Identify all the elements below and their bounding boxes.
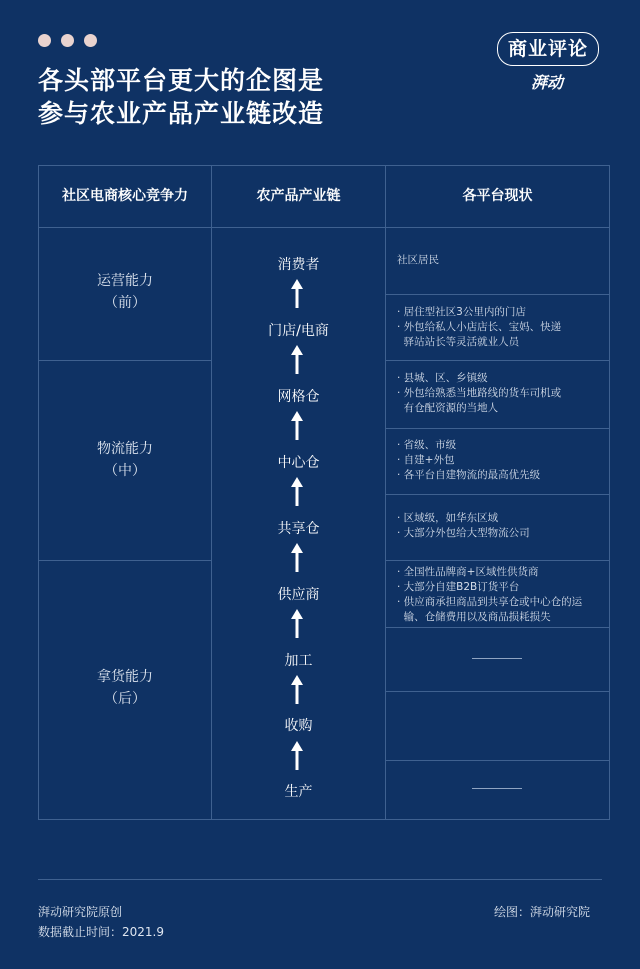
logo-sub: 湃动 [531, 73, 564, 92]
capability-name: 拿货能力 [97, 669, 153, 685]
chain-node-supplier: 供应商 [277, 587, 320, 603]
footer-date: 数据截止时间：2021.9 [38, 925, 164, 939]
empty-cell-dash [472, 788, 522, 789]
title-line-1: 各头部平台更大的企图是 [38, 66, 325, 95]
status-line: · 外包给熟悉当地路线的货车司机或 [397, 387, 562, 399]
status-line: 输、仓储费用以及商品损耗损失 [397, 611, 551, 623]
arrow-up-icon [291, 477, 303, 507]
arrow-up-icon [291, 411, 303, 441]
capability-name: 物流能力 [97, 441, 153, 457]
status-line: · 省级、市级 [397, 439, 457, 451]
capability-phase: （后） [104, 691, 146, 707]
row-divider [385, 360, 609, 361]
arrow-up-icon [291, 741, 303, 771]
status-line: · 外包给私人小店店长、宝妈、快递 [397, 321, 562, 333]
row-divider [385, 627, 609, 628]
row-divider [39, 360, 211, 361]
status-line: · 县城、区、乡镇级 [397, 372, 488, 384]
page-title [38, 64, 478, 130]
row-divider [385, 294, 609, 295]
dot [38, 34, 51, 47]
row-divider [39, 560, 211, 561]
row-divider [385, 560, 609, 561]
dot [61, 34, 74, 47]
status-line: 驿站站长等灵活就业人员 [397, 336, 520, 348]
row-divider [385, 428, 609, 429]
capability-name: 运营能力 [97, 273, 153, 289]
status-supplier [397, 565, 607, 625]
footer-source: 湃动研究院原创 [38, 905, 123, 919]
status-store [397, 305, 607, 350]
chain-node-consumer: 消费者 [277, 257, 320, 273]
value-chain-table [38, 165, 610, 820]
header-chain: 农产品产业链 [256, 188, 341, 204]
arrow-up-icon [291, 279, 303, 309]
col-divider [385, 166, 386, 819]
chain-node-store: 门店/电商 [268, 323, 329, 339]
chain-node-grid-warehouse: 网格仓 [277, 389, 320, 405]
row-divider [385, 691, 609, 692]
header-capability: 社区电商核心竞争力 [62, 188, 188, 204]
logo-main: 商业评论 [497, 32, 599, 66]
arrow-up-icon [291, 609, 303, 639]
capability-sourcing [39, 666, 211, 710]
footer-divider [38, 879, 602, 880]
status-central-warehouse [397, 438, 607, 483]
title-line-2: 参与农业产品产业链改造 [38, 99, 325, 128]
header-status: 各平台现状 [462, 188, 533, 204]
status-line: 有仓配资源的当地人 [397, 402, 499, 414]
status-line: · 各平台自建物流的最高优先级 [397, 469, 541, 481]
dot [84, 34, 97, 47]
capability-phase: （前） [104, 295, 146, 311]
status-line: · 全国性品牌商+区域性供货商 [397, 566, 539, 578]
status-line: · 大部分自建B2B订货平台 [397, 581, 520, 593]
status-line: · 大部分外包给大型物流公司 [397, 527, 530, 539]
status-line: 社区居民 [397, 254, 439, 266]
status-shared-warehouse [397, 511, 607, 541]
arrow-up-icon [291, 345, 303, 375]
window-dots [38, 34, 97, 47]
empty-cell-dash [472, 658, 522, 659]
capability-operations [39, 270, 211, 314]
brand-logo [497, 32, 601, 94]
status-line: · 供应商承担商品到共享仓或中心仓的运 [397, 596, 583, 608]
status-line: · 自建+外包 [397, 454, 455, 466]
footer-credit: 绘图：湃动研究院 [494, 905, 591, 919]
capability-logistics [39, 438, 211, 482]
status-line: · 区域级，如华东区域 [397, 512, 499, 524]
status-line: · 居住型社区3公里内的门店 [397, 306, 526, 318]
chain-node-production: 生产 [284, 784, 313, 800]
chain-node-central-warehouse: 中心仓 [277, 455, 320, 471]
arrow-up-icon [291, 543, 303, 573]
header-divider [39, 227, 609, 228]
chain-node-processing: 加工 [284, 653, 313, 669]
status-grid-warehouse [397, 371, 607, 416]
capability-phase: （中） [104, 463, 146, 479]
status-consumer [397, 253, 607, 268]
row-divider [385, 760, 609, 761]
chain-node-purchase: 收购 [284, 718, 313, 734]
arrow-up-icon [291, 675, 303, 705]
row-divider [385, 494, 609, 495]
chain-node-shared-warehouse: 共享仓 [277, 521, 320, 537]
